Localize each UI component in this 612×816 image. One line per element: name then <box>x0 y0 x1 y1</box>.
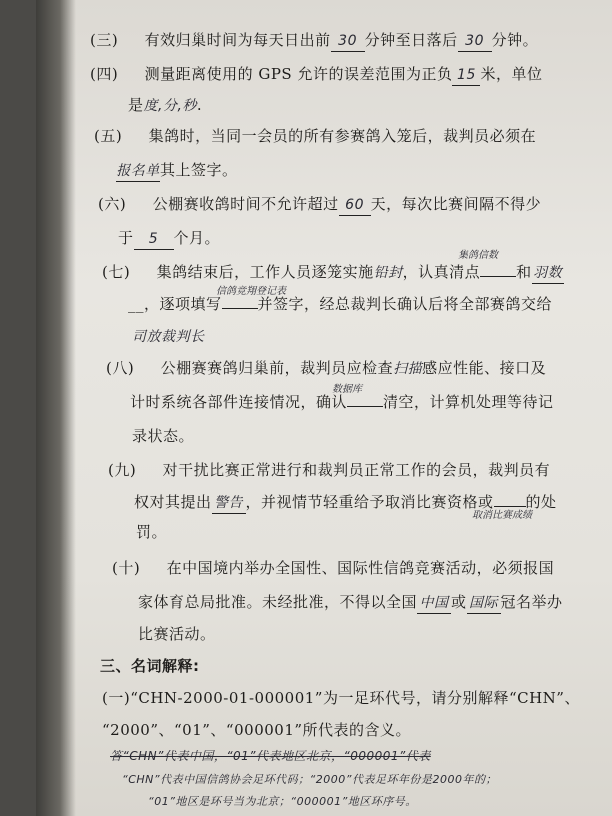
item-9-note: 取消比赛成绩 <box>472 510 532 521</box>
page-shadow <box>36 0 76 816</box>
item-10-cont2 <box>138 624 216 644</box>
item-10-text-b: 家体育总局批准。未经批准，不得以全国 <box>138 593 418 611</box>
item-7-cont2 <box>132 326 205 347</box>
item-6-answer-b: 5 <box>134 229 174 250</box>
item-9-text-b: 权对其提出 <box>134 493 212 511</box>
section-3-heading: 三、名词解释: <box>100 657 200 675</box>
item-6-text-b: 天，每次比赛间隔不得少 <box>370 195 542 213</box>
item-10-answer-b: 国际 <box>467 593 501 614</box>
item-7-text-a: 集鸽结束后，工作人员逐笼实施 <box>156 263 374 281</box>
item-4 <box>90 64 542 86</box>
item-7-text-e: 并签字，经总裁判长确认后将全部赛鸽交给 <box>257 295 553 313</box>
item-5 <box>94 126 536 146</box>
item-10-text-a: 在中国境内举办全国性、国际性信鸽竞赛活动，必须报国 <box>166 559 555 577</box>
item-4-text-b: 米，单位 <box>480 65 543 83</box>
item-7-note-b: 信鸽竞翔登记表 <box>216 286 286 297</box>
document-page <box>36 0 612 816</box>
item-10-text-e: 比赛活动。 <box>138 625 216 643</box>
item-9-answer: 警告 <box>212 493 246 514</box>
item-4-answer-a: 15 <box>452 65 480 86</box>
item-7-cont <box>128 294 552 314</box>
item-9-text-c: ，并视情节轻重给予取消比赛资格或 <box>245 493 494 511</box>
item-9-text-a: 对干扰比赛正常进行和裁判员正常工作的会员，裁判员有 <box>162 461 551 479</box>
answer-line-1: “CHN”代表中国信鸽协会足环代码；“2000”代表足环年份是2000年的； <box>122 773 497 786</box>
item-7-text-d: ，逐项填写 <box>144 295 222 313</box>
item-10-text-d: 冠名举办 <box>500 593 563 611</box>
item-5-answer: 报名单 <box>116 161 160 182</box>
item-7-number: (七) <box>102 263 131 281</box>
item-8-blank <box>347 406 383 407</box>
item-5-cont <box>116 160 238 182</box>
item-8-number: (八) <box>106 359 135 377</box>
item-7-blank-label: __ <box>128 295 144 313</box>
item-7 <box>102 262 564 284</box>
item-7-blank-a <box>480 276 516 277</box>
answer-line-2: “01”地区是环号当为北京；“000001”地区环序号。 <box>148 795 417 808</box>
question-1-line-2: “2000”、“01”、“000001”所代表的含义。 <box>102 721 412 739</box>
answer-crossed: 答“CHN”代表中国，“01”代表地区北京，“000001”代表 <box>110 749 431 763</box>
item-9-number: (九) <box>108 461 137 479</box>
item-8-cont2 <box>132 426 194 446</box>
item-6 <box>98 194 541 216</box>
item-3-number: (三) <box>90 31 119 49</box>
item-7-answer-a: 铅封 <box>373 265 403 281</box>
item-8-cont <box>130 392 554 412</box>
item-3-text-c: 分钟。 <box>491 31 539 49</box>
item-10-cont <box>138 592 563 614</box>
item-5-text-b: 其上签字。 <box>160 161 238 179</box>
item-9-text-e: 罚。 <box>136 523 168 541</box>
item-8-note: 数据库 <box>332 384 362 395</box>
question-1-line-1: (一)“CHN-2000-01-000001”为一足环代号，请分别解释“CHN”、 <box>102 689 580 707</box>
item-6-text-c: 于 <box>118 229 134 247</box>
item-6-number: (六) <box>98 195 127 213</box>
item-4-text-a: 测量距离使用的 GPS 允许的误差范围为正负 <box>144 65 453 83</box>
item-7-answer-c: 司放裁判长 <box>132 329 205 345</box>
item-6-text-a: 公棚赛收鸽时间不允许超过 <box>152 195 339 213</box>
item-10 <box>112 558 554 578</box>
item-3 <box>90 30 538 52</box>
item-6-text-d: 个月。 <box>173 229 221 247</box>
item-8-text-d: 清空，计算机处理等待记 <box>383 393 554 411</box>
item-5-text-a: 集鸽时，当同一会员的所有参赛鸽入笼后，裁判员必须在 <box>148 127 537 145</box>
item-4-text-c: 是 <box>128 96 144 114</box>
item-4-text-d: . <box>196 96 203 114</box>
item-5-number: (五) <box>94 127 123 145</box>
item-3-text-a: 有效归巢时间为每天日出前 <box>144 31 331 49</box>
item-9 <box>108 460 550 480</box>
item-9-text-d: 的处 <box>525 493 557 511</box>
item-4-answer-b: 度,分,秒 <box>143 98 197 114</box>
item-8-text-a: 公棚赛赛鸽归巢前，裁判员应检查 <box>160 359 394 377</box>
item-3-text-b: 分钟至日落后 <box>364 31 458 49</box>
item-4-cont <box>128 95 202 116</box>
item-6-answer-a: 60 <box>339 195 371 216</box>
item-3-answer-b: 30 <box>458 31 492 52</box>
item-8-text-e: 录状态。 <box>132 427 195 445</box>
item-8-text-b: 感应性能、接口及 <box>422 359 547 377</box>
item-7-text-b: ，认真清点 <box>402 263 481 281</box>
item-9-cont2 <box>136 522 167 542</box>
item-10-number: (十) <box>112 559 141 577</box>
item-7-note-a: 集鸽信数 <box>458 250 498 261</box>
item-10-answer-a: 中国 <box>417 593 451 614</box>
item-10-text-c: 或 <box>451 593 467 611</box>
item-8 <box>106 358 546 379</box>
item-8-answer: 扫描 <box>393 361 423 377</box>
item-3-answer-a: 30 <box>331 31 365 52</box>
item-8-text-c: 计时系统各部件连接情况，确认 <box>130 393 348 411</box>
item-7-blank-b <box>222 308 258 309</box>
item-6-cont <box>118 228 220 250</box>
item-4-number: (四) <box>90 65 119 83</box>
item-7-answer-b: 羽数 <box>532 263 564 284</box>
item-7-text-c: 和 <box>516 263 532 281</box>
